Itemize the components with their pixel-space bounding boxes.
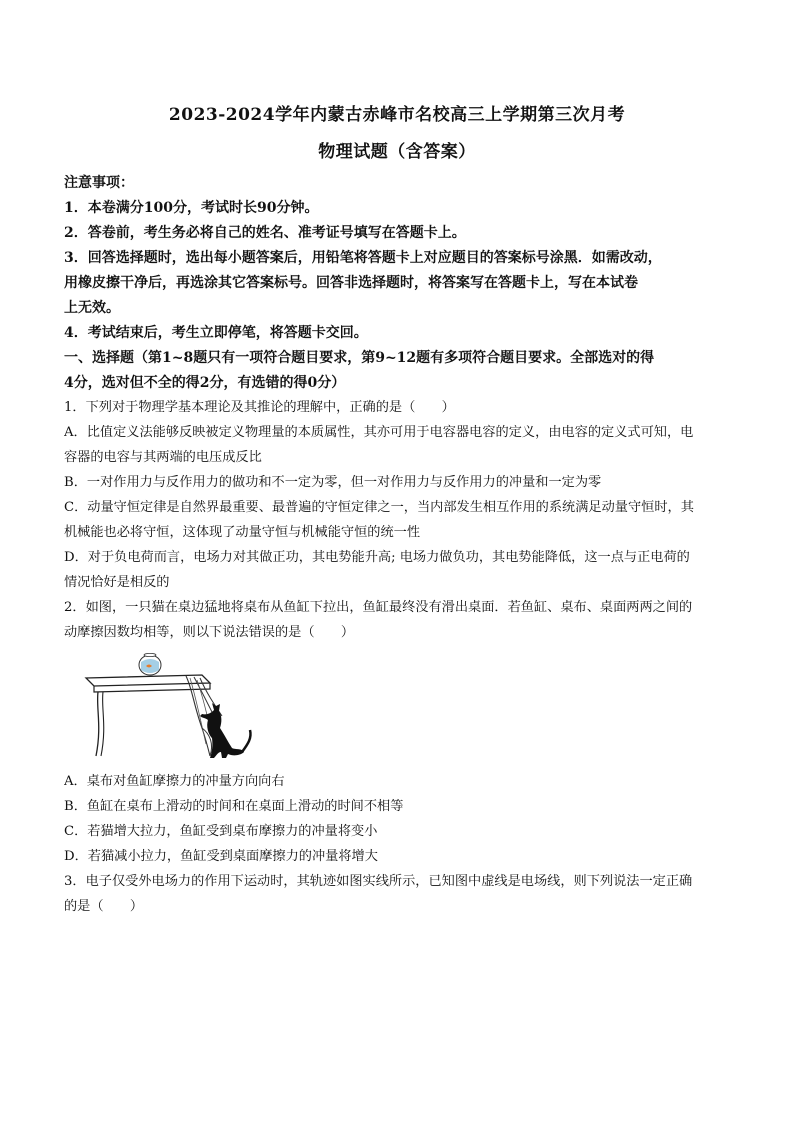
question-1-option-d-cont: 情况恰好是相反的 [64,575,170,590]
question-1-option-c: C．动量守恒定律是自然界最重要、最普遍的守恒定律之一，当内部发生相互作用的系统满足动量守恒时，其 [64,500,694,515]
question-2-option-d: D．若猫减小拉力，鱼缸受到桌面摩擦力的冲量将增大 [64,849,378,864]
notice-item: 用橡皮擦干净后，再选涂其它答案标号。回答非选择题时，将答案写在答题卡上，写在本试卷 [64,275,638,291]
question-2-stem: 2．如图，一只猫在桌边猛地将桌布从鱼缸下拉出，鱼缸最终没有滑出桌面．若鱼缸、桌布、桌面两两之间的 [64,600,693,615]
notice-item: 2．答卷前，考生务必将自己的姓名、准考证号填写在答题卡上。 [64,225,466,241]
question-1-option-b: B．一对作用力与反作用力的做功和不一定为零，但一对作用力与反作用力的冲量和一定为零 [64,475,602,490]
notice-item: 1．本卷满分100分，考试时长90分钟。 [64,200,319,216]
notice-item: 上无效。 [64,300,120,316]
question-1-option-d: D．对于负电荷而言，电场力对其做正功，其电势能升高; 电场力做负功，其电势能降低，这一点与正电荷的 [64,550,690,565]
section-heading-cont: 4分，选对但不全的得2分，有选错的得0分） [64,375,346,391]
question-3-stem-cont: 的是（ ） [64,899,144,914]
question-2-stem-cont: 动摩擦因数均相等，则以下说法错误的是（ ） [64,625,355,640]
question-2-option-c: C．若猫增大拉力，鱼缸受到桌布摩擦力的冲量将变小 [64,824,378,839]
notice-item: 3．回答选择题时，选出每小题答案后，用铅笔将答题卡上对应题目的答案标号涂黑．如需改动， [64,250,662,266]
question-1-stem: 1．下列对于物理学基本理论及其推论的理解中，正确的是（ ） [64,400,455,415]
question-1-option-a-cont: 容器的电容与其两端的电压成反比 [64,450,262,465]
question-1-option-a: A．比值定义法能够反映被定义物理量的本质属性，其亦可用于电容器电容的定义，由电容的定义式可知，电 [64,425,694,440]
question-3-stem: 3．电子仅受外电场力的作用下运动时，其轨迹如图实线所示，已知图中虚线是电场线，则下列说法一定正确 [64,874,693,889]
notice-heading: 注意事项： [64,175,134,191]
exam-title: 2023-2024学年内蒙古赤峰市名校高三上学期第三次月考 [168,105,626,125]
exam-subtitle: 物理试题（含答案） [318,142,476,162]
cat-table-fishbowl-figure [82,648,257,760]
question-1-option-c-cont: 机械能也必将守恒，这体现了动量守恒与机械能守恒的统一性 [64,525,421,540]
notice-item: 4．考试结束后，考生立即停笔，将答题卡交回。 [64,325,368,341]
question-2-option-a: A．桌布对鱼缸摩擦力的冲量方向向右 [64,774,285,789]
section-heading: 一、选择题（第1~8题只有一项符合题目要求，第9~12题有多项符合题目要求。全部选对的得 [64,350,655,366]
question-2-option-b: B．鱼缸在桌布上滑动的时间和在桌面上滑动的时间不相等 [64,799,404,814]
